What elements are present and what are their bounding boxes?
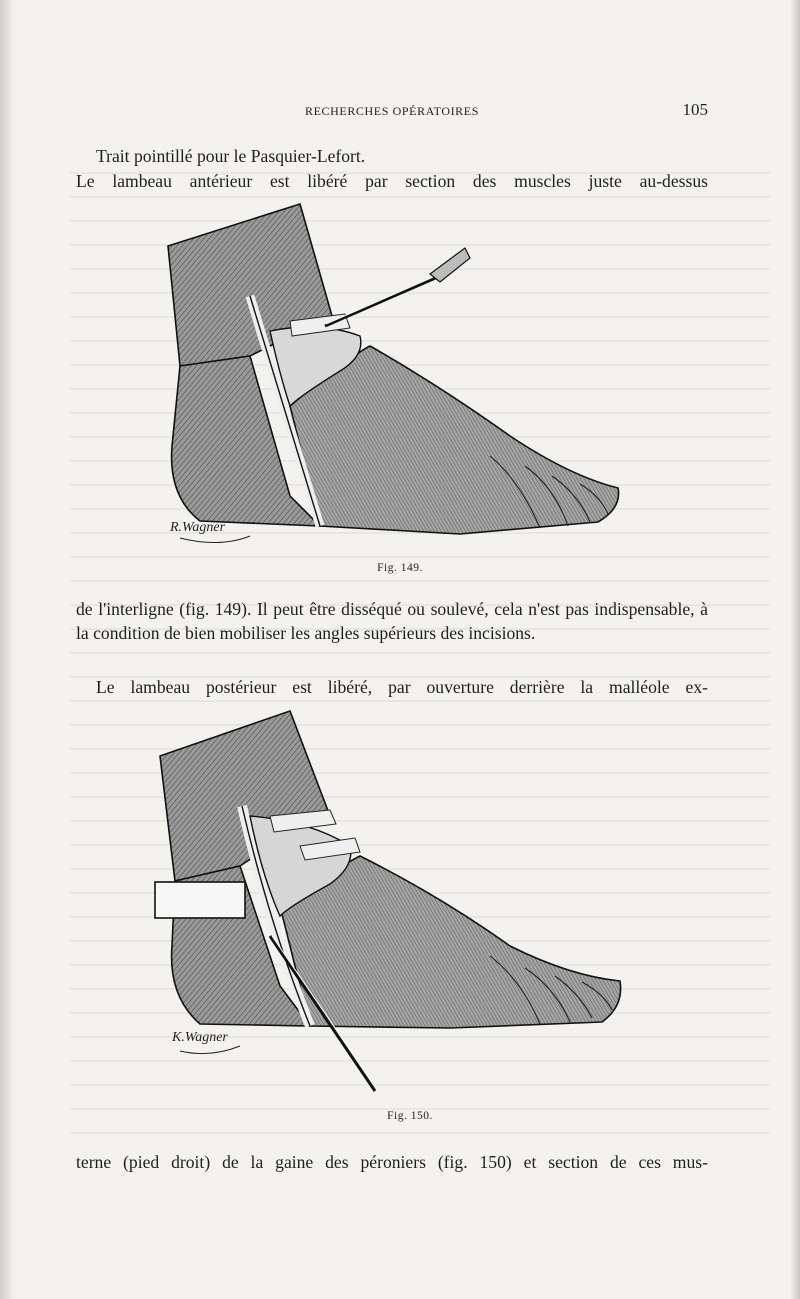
page-number: 105 [682,100,708,119]
paragraph-posterior-flap-end: terne (pied droit) de la gaine des péroniers (fig. 150) et section de ces mus- [76,1152,708,1172]
figure-150 [150,706,670,1130]
page-header [76,100,708,126]
page-edge-left [0,0,14,1299]
running-head: RECHERCHES OPÉRATOIRES [304,104,479,118]
figure-149-caption: Fig. 149. [377,562,423,574]
figure-149 [140,196,660,582]
page-edge-right [790,0,800,1299]
figure-150-caption: Fig. 150. [387,1110,433,1122]
artist-signature-149: R.Wagner [170,520,226,535]
foot-illustration-149 [140,196,660,556]
artist-signature-150: K.Wagner [172,1030,228,1045]
foot-illustration-150 [150,706,650,1106]
paragraph-posterior-flap-start: Le lambeau postérieur est libéré, par ouverture derrière la malléole ex- [96,677,708,697]
paragraph-anterior-flap-end: de l'interligne (fig. 149). Il peut être disséqué ou soulevé, cela n'est pas indispensable, à la condition de bien mobiliser les angles supérieurs des incisions. [76,599,708,643]
paragraph-pasquier-lefort: Trait pointillé pour le Pasquier-Lefort. [96,146,366,166]
paragraph-anterior-flap-start: Le lambeau antérieur est libéré par section des muscles juste au-dessus [76,171,708,191]
